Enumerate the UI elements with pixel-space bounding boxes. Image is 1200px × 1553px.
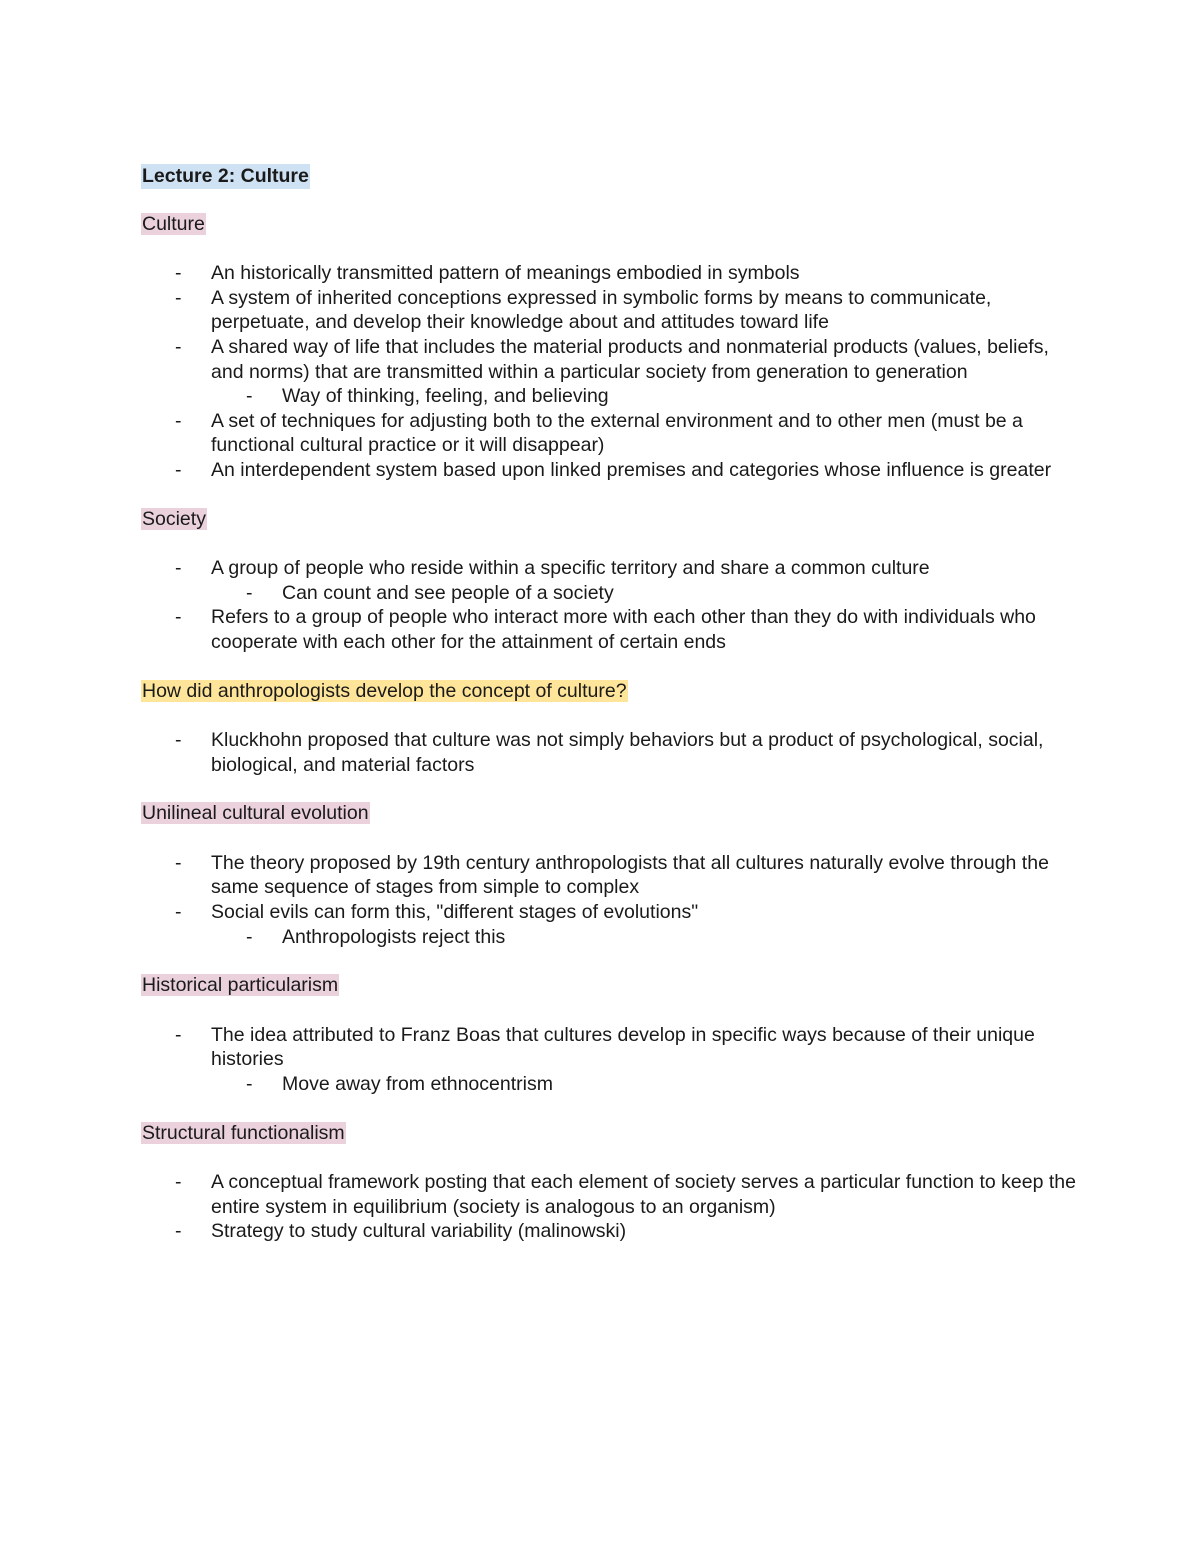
bullet-list — [141, 728, 1081, 777]
list-item — [141, 900, 1081, 925]
section-heading-culture: Culture — [142, 212, 205, 235]
list-item-text: A shared way of life that includes the material products and nonmaterial products (values, beliefs, and norms) that are transmitted within a particular society from generation to generation — [211, 335, 1049, 383]
list-item — [141, 1170, 1081, 1219]
dash-bullet-icon: - — [175, 606, 182, 629]
list-item — [141, 1023, 1081, 1072]
list-item — [141, 261, 1081, 286]
bullet-list — [141, 1170, 1081, 1244]
dash-bullet-icon: - — [175, 1220, 182, 1243]
sub-list-item — [141, 384, 1081, 409]
dash-bullet-icon: - — [175, 409, 182, 432]
list-item — [141, 728, 1081, 777]
list-item-text: Kluckhohn proposed that culture was not simply behaviors but a product of psychological, social, biological, and material factors — [211, 729, 1044, 776]
list-item — [141, 1219, 1081, 1244]
sections-container — [141, 212, 1081, 1244]
section-heading-unilineal-cultural-evolution: Unilineal cultural evolution — [142, 802, 369, 825]
list-item — [141, 286, 1081, 335]
section-heading-line — [141, 212, 1081, 237]
section-heading-historical-particularism: Historical particularism — [142, 974, 339, 997]
list-item-text: Social evils can form this, "different stages of evolutions" — [211, 901, 699, 924]
list-item-text: Way of thinking, feeling, and believing — [282, 385, 609, 408]
section-heading-society: Society — [142, 507, 206, 530]
dash-bullet-icon: - — [246, 385, 253, 408]
bullet-list — [141, 1023, 1081, 1097]
dash-bullet-icon: - — [175, 729, 182, 752]
list-item-text: The idea attributed to Franz Boas that cultures develop in specific ways because of their unique histories — [211, 1023, 1035, 1071]
dash-bullet-icon: - — [175, 1171, 182, 1194]
list-item — [141, 458, 1081, 483]
sub-list-item — [141, 1072, 1081, 1097]
list-item — [141, 556, 1081, 581]
bullet-list — [141, 261, 1081, 482]
dash-bullet-icon: - — [175, 557, 182, 580]
list-item-text: Move away from ethnocentrism — [282, 1073, 553, 1096]
list-item-text: The theory proposed by 19th century anthropologists that all cultures naturally evolve through the same sequence of stages from simple to complex — [211, 851, 1049, 899]
bullet-list — [141, 556, 1081, 654]
dash-bullet-icon: - — [175, 901, 182, 924]
dash-bullet-icon: - — [175, 851, 182, 874]
section-heading-line — [141, 679, 1081, 704]
dash-bullet-icon: - — [175, 1023, 182, 1046]
list-item-text: An interdependent system based upon linked premises and categories whose influence is greater — [211, 458, 1052, 481]
bullet-list — [141, 851, 1081, 949]
dash-bullet-icon: - — [175, 458, 182, 481]
list-item-text: Can count and see people of a society — [282, 581, 614, 604]
list-item-text: Refers to a group of people who interact more with each other than they do with individuals who cooperate with each other for the attainment of certain ends — [211, 606, 1036, 653]
list-item-text: Strategy to study cultural variability (malinowski) — [211, 1220, 627, 1243]
list-item-text: A group of people who reside within a specific territory and share a common culture — [211, 557, 930, 580]
list-item — [141, 335, 1081, 384]
section-heading-line — [141, 973, 1081, 998]
dash-bullet-icon: - — [246, 925, 253, 948]
dash-bullet-icon: - — [175, 335, 182, 358]
list-item-text: A system of inherited conceptions expressed in symbolic forms by means to communicate, perpetuate, and develop their knowledge about and attitudes toward life — [211, 286, 992, 334]
document-body — [141, 164, 1081, 1268]
list-item — [141, 409, 1081, 458]
dash-bullet-icon: - — [175, 286, 182, 309]
list-item-text: A set of techniques for adjusting both to the external environment and to other men (must be a functional cultural practice or it will disappear) — [211, 409, 1023, 457]
sub-list-item — [141, 581, 1081, 606]
title-line — [141, 164, 1081, 189]
list-item-text: Anthropologists reject this — [282, 925, 506, 948]
section-heading-structural-functionalism: Structural functionalism — [142, 1121, 345, 1144]
list-item — [141, 605, 1081, 654]
section-heading-line — [141, 1121, 1081, 1146]
section-heading-line — [141, 507, 1081, 532]
list-item — [141, 851, 1081, 900]
section-heading-how-did-anthropologists-develop-the-conc: How did anthropologists develop the concept of culture? — [142, 679, 627, 702]
list-item-text: An historically transmitted pattern of meanings embodied in symbols — [211, 262, 800, 285]
list-item-text: A conceptual framework posting that each element of society serves a particular function to keep the entire system in equilibrium (society is analogous to an organism) — [211, 1171, 1076, 1218]
dash-bullet-icon: - — [175, 262, 182, 285]
dash-bullet-icon: - — [246, 581, 253, 604]
sub-list-item — [141, 925, 1081, 950]
section-heading-line — [141, 801, 1081, 826]
dash-bullet-icon: - — [246, 1073, 253, 1096]
page-title: Lecture 2: Culture — [142, 165, 309, 187]
